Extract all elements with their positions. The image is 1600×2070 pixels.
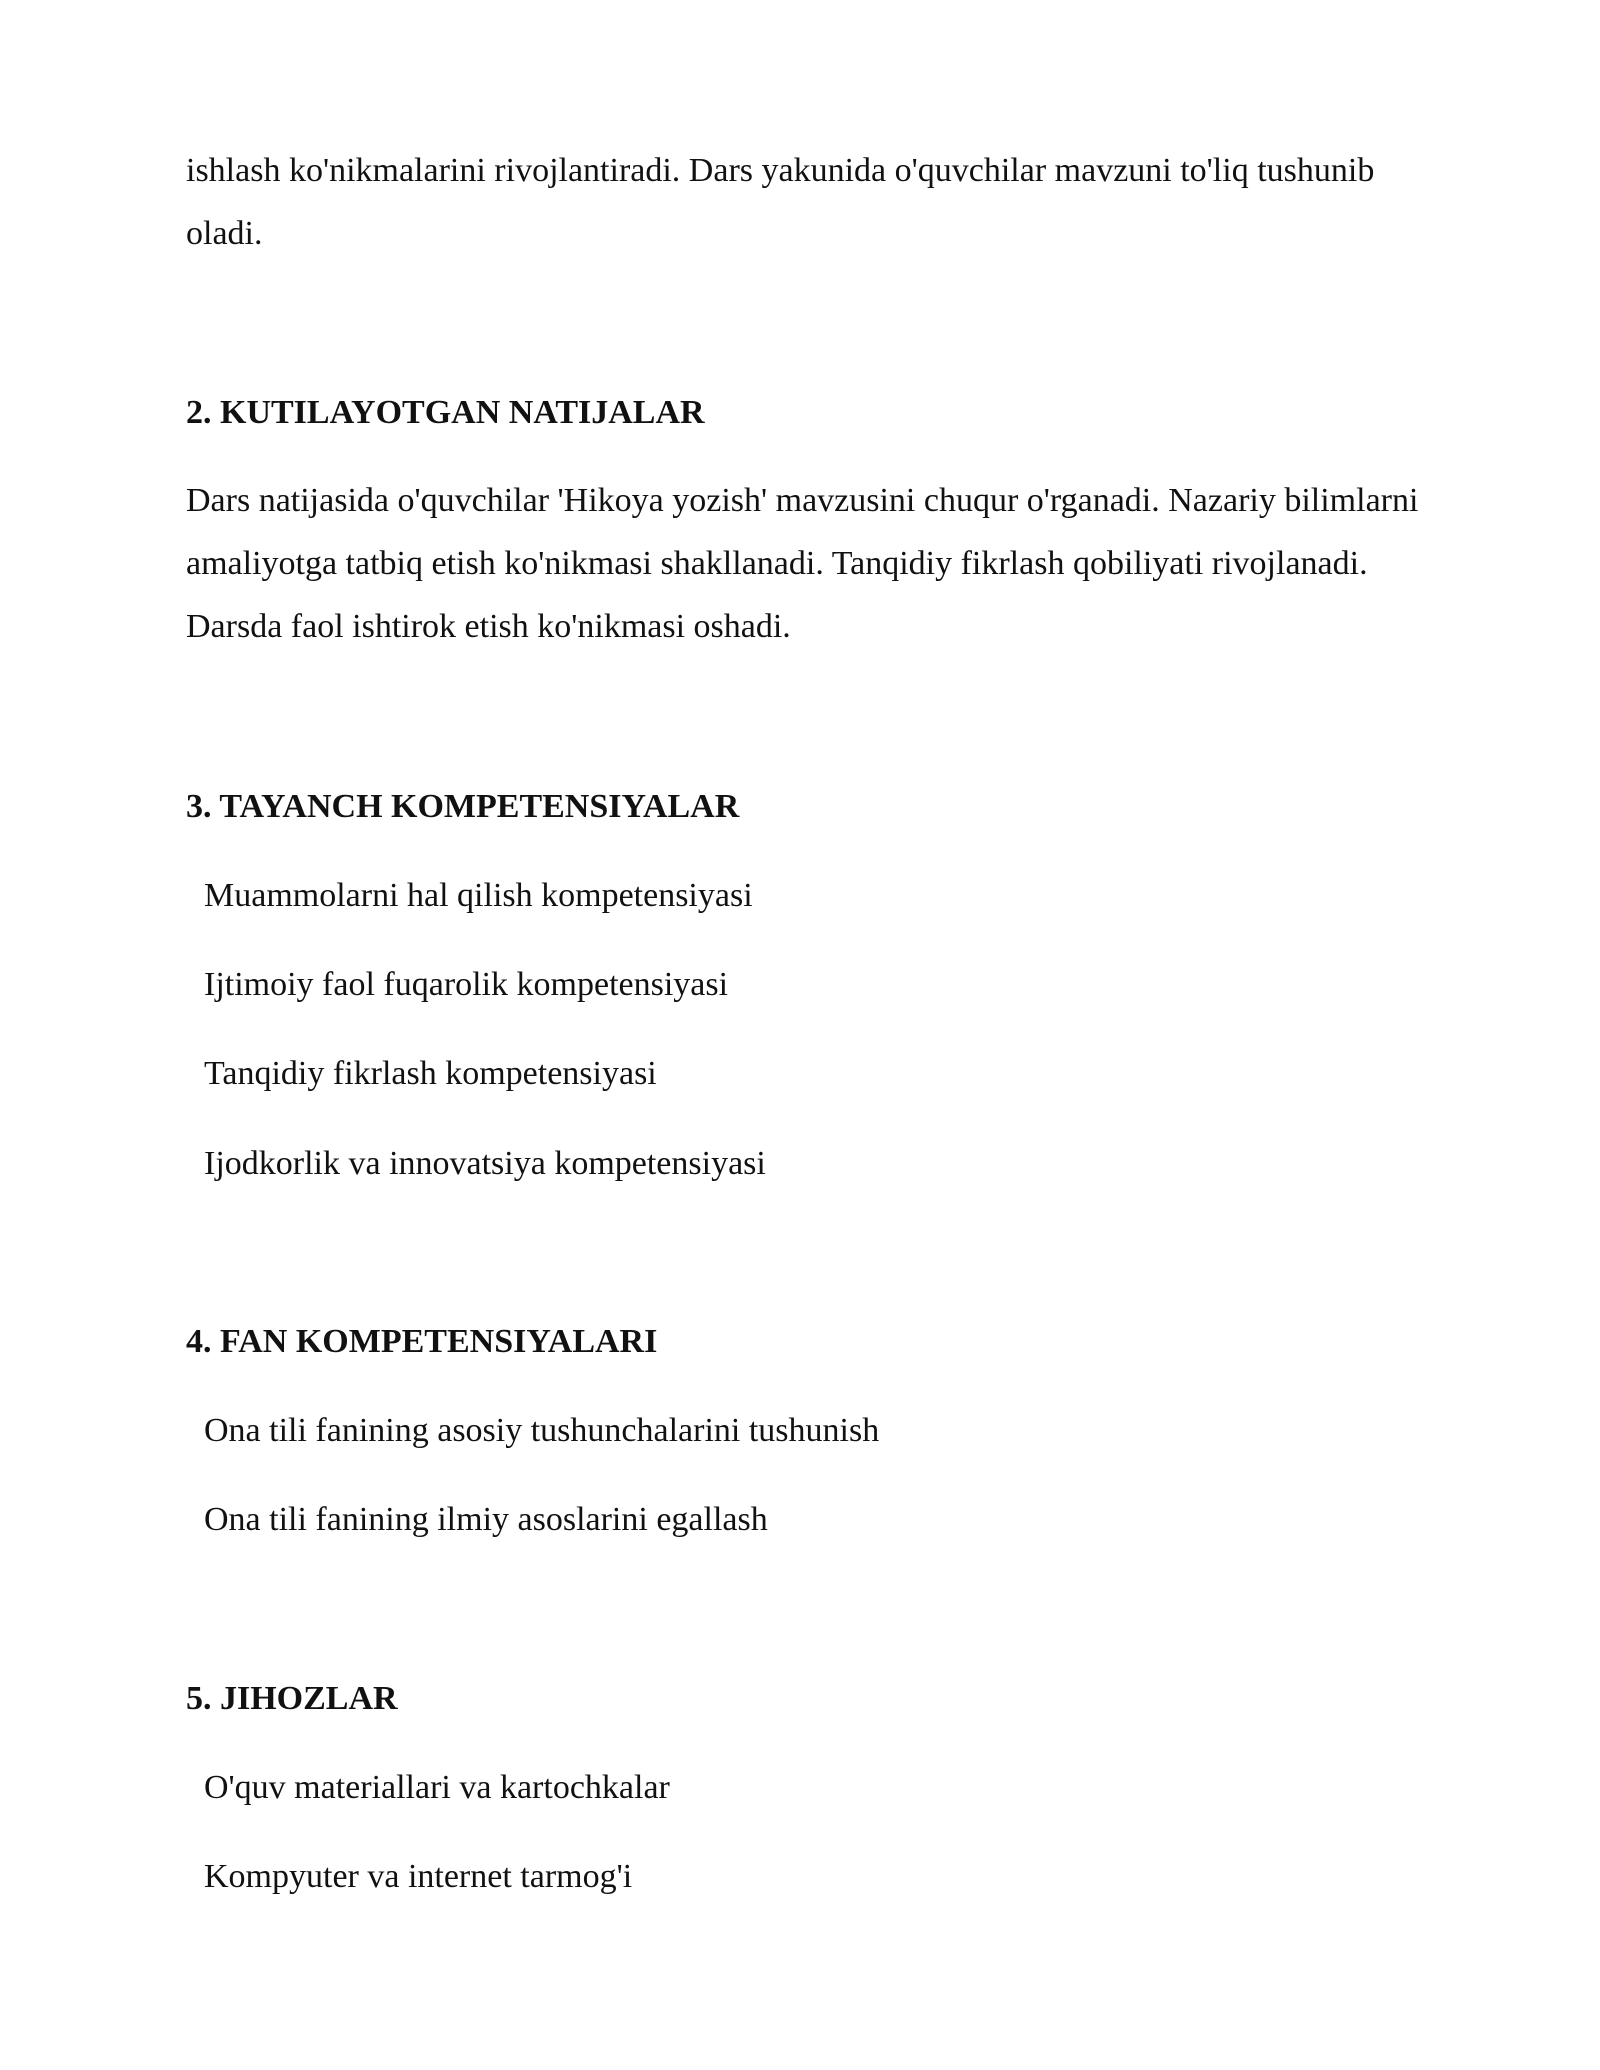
list-item: Ona tili fanining ilmiy asoslarini egallash <box>204 1501 768 1538</box>
section-heading-expected-results: 2. KUTILAYOTGAN NATIJALAR <box>186 394 705 431</box>
list-item: Ijtimoiy faol fuqarolik kompetensiyasi <box>204 966 729 1003</box>
section-heading-equipment: 5. JIHOZLAR <box>186 1680 398 1717</box>
list-item: Kompyuter va internet tarmog'i <box>204 1858 633 1895</box>
list-item: Tanqidiy fikrlash kompetensiyasi <box>204 1055 657 1092</box>
list-item: Muammolarni hal qilish kompetensiyasi <box>204 877 753 914</box>
intro-paragraph: ishlash ko'nikmalarini rivojlantiradi. Dars yakunida o'quvchilar mavzuni to'liq tushunib oladi. <box>186 152 1375 252</box>
section-heading-core-competencies: 3. TAYANCH KOMPETENSIYALAR <box>186 788 740 825</box>
expected-results-paragraph: Dars natijasida o'quvchilar 'Hikoya yozish' mavzusini chuqur o'rganadi. Nazariy bilimlarni amaliyotga tatbiq etish ko'nikmasi shakllanadi. Tanqidiy fikrlash qobiliyati rivojlanadi. Darsda faol ishtirok etish ko'nikmasi oshadi. <box>186 482 1419 645</box>
list-item: Ijodkorlik va innovatsiya kompetensiyasi <box>204 1145 766 1182</box>
list-item: O'quv materiallari va kartochkalar <box>204 1769 670 1806</box>
list-item: Ona tili fanining asosiy tushunchalarini tushunish <box>204 1412 880 1449</box>
section-heading-subject-competencies: 4. FAN KOMPETENSIYALARI <box>186 1323 658 1360</box>
